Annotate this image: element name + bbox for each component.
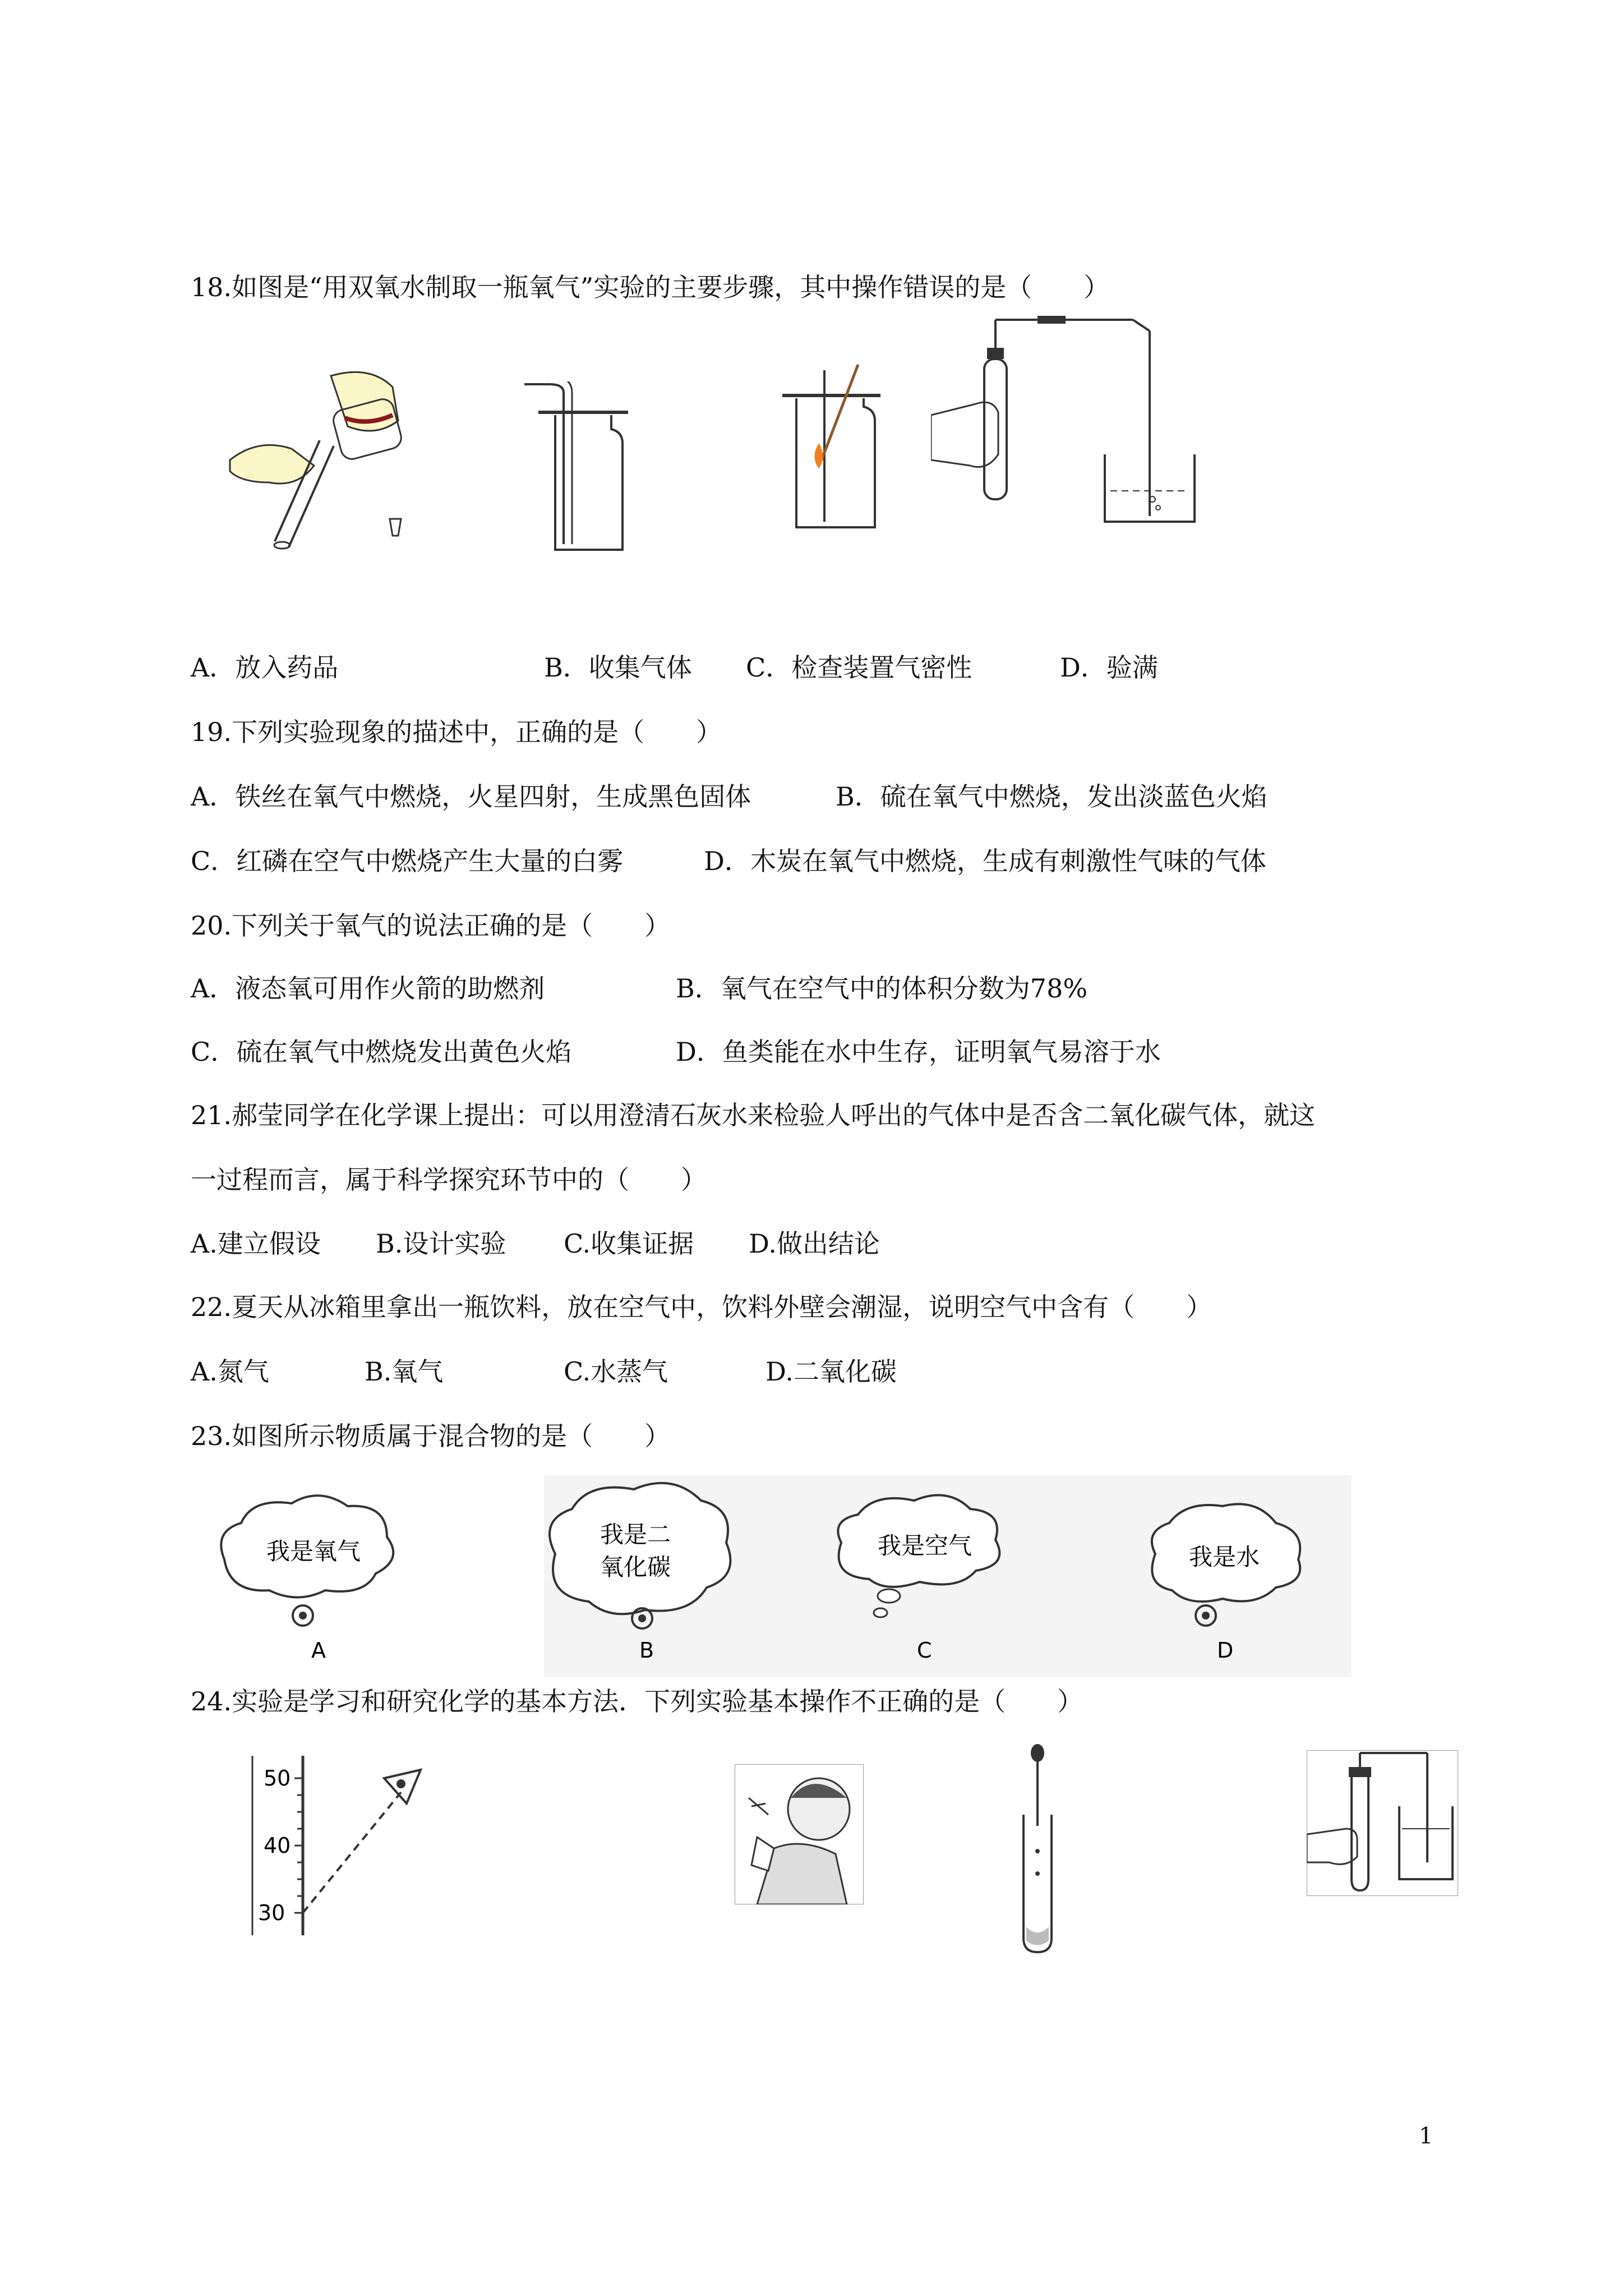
q18-option-d: D．验满 — [1060, 652, 1158, 683]
q18-option-c: C．检查装置气密性 — [746, 652, 972, 683]
page-number: 1 — [1419, 2123, 1433, 2149]
q18-figure-airtightness — [931, 314, 1223, 539]
bubble-b-text-line2: 氧化碳 — [600, 1553, 671, 1581]
q24-stem: 24.实验是学习和研究化学的基本方法．下列实验基本操作不正确的是（ ） — [191, 1686, 1083, 1717]
bubble-b-letter: B — [639, 1638, 654, 1663]
cylinder-tick-40: 40 — [264, 1833, 291, 1858]
q19-option-a: A．铁丝在氧气中燃烧，火星四射，生成黑色固体 — [191, 781, 751, 812]
q18-figure-check-full — [774, 359, 886, 539]
q20-option-a: A．液态氧可用作火箭的助燃剂 — [191, 973, 545, 1004]
q18-option-a: A．放入药品 — [191, 652, 339, 683]
q24-figure-dropper — [1015, 1742, 1060, 1955]
q20-stem: 20.下列关于氧气的说法正确的是（ ） — [191, 910, 671, 941]
q20-option-d: D．鱼类能在水中生存，证明氧气易溶于水 — [676, 1037, 1161, 1067]
q18-figure-collect-gas — [516, 381, 639, 561]
bubble-c-text: 我是空气 — [878, 1532, 972, 1559]
q21-option-b: B.设计实验 — [376, 1228, 506, 1259]
q22-option-c: C.水蒸气 — [564, 1356, 668, 1387]
q21-option-d: D.做出结论 — [749, 1228, 880, 1259]
q22-option-b: B.氧气 — [365, 1356, 444, 1387]
bubble-c-letter: C — [917, 1638, 932, 1663]
q22-option-a: A.氮气 — [191, 1356, 269, 1387]
cylinder-tick-30: 30 — [258, 1901, 285, 1925]
bubble-a-letter: A — [311, 1638, 326, 1663]
bubble-a — [221, 1496, 393, 1663]
q22-stem: 22.夏天从冰箱里拿出一瓶饮料，放在空气中，饮料外壁会潮湿，说明空气中含有（ ） — [191, 1292, 1212, 1322]
q22-option-d: D.二氧化碳 — [766, 1356, 897, 1387]
q20-option-c: C．硫在氧气中燃烧发出黄色火焰 — [191, 1037, 572, 1067]
q23-figure-bubbles — [208, 1475, 1357, 1683]
q19-stem: 19.下列实验现象的描述中，正确的是（ ） — [191, 717, 722, 747]
q24-figure-airtightness — [1307, 1750, 1458, 1896]
bubble-b-text-line1: 我是二 — [600, 1521, 671, 1548]
q24-figure-read-cylinder — [241, 1750, 426, 1935]
q20-option-b: B．氧气在空气中的体积分数为78% — [676, 973, 1088, 1004]
q18-figure-pour-reagent — [208, 342, 409, 555]
q23-stem: 23.如图所示物质属于混合物的是（ ） — [191, 1421, 671, 1451]
q21-stem-line2: 一过程而言，属于科学探究环节中的（ ） — [191, 1165, 707, 1195]
q19-option-b: B．硫在氧气中燃烧，发出淡蓝色火焰 — [836, 781, 1267, 812]
bubble-d-text: 我是水 — [1189, 1543, 1260, 1571]
q21-option-c: C.收集证据 — [564, 1228, 694, 1259]
q24-figure-smell-gas — [735, 1764, 864, 1904]
q19-option-c: C．红磷在空气中燃烧产生大量的白雾 — [191, 846, 624, 876]
bubble-a-text: 我是氧气 — [266, 1538, 361, 1565]
bubble-d-letter: D — [1217, 1638, 1234, 1663]
q19-option-d: D．木炭在氧气中燃烧，生成有刺激性气味的气体 — [704, 846, 1266, 876]
q21-option-a: A.建立假设 — [191, 1228, 321, 1259]
q18-option-b: B．收集气体 — [544, 652, 692, 683]
q18-stem: 18.如图是“用双氧水制取一瓶氧气”实验的主要步骤，其中操作错误的是（ ） — [191, 272, 1110, 302]
q21-stem-line1: 21.郝莹同学在化学课上提出：可以用澄清石灰水来检验人呼出的气体中是否含二氧化碳气体，就这 — [191, 1100, 1316, 1130]
cylinder-tick-50: 50 — [264, 1766, 291, 1791]
